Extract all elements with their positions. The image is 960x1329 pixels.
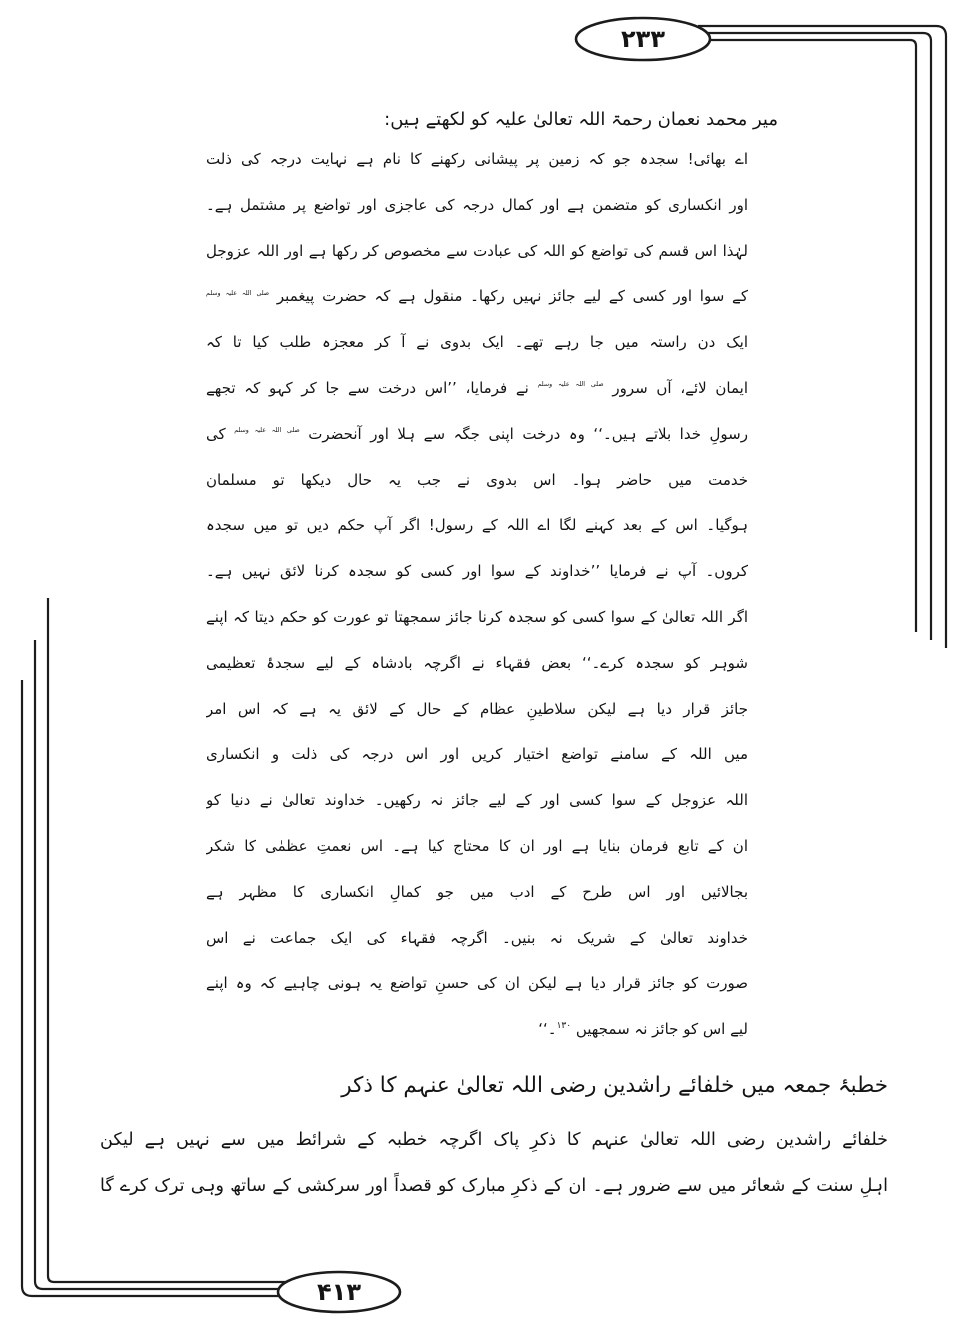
quote-line <box>206 366 748 412</box>
quote-line <box>206 274 748 320</box>
quote-line: اور انکساری کو متضمن ہے اور کمال درجہ کی عاجزی اور تواضع پر مشتمل ہے۔ <box>206 195 748 214</box>
honorific: صلی اللہ علیہ وسلم <box>234 427 300 435</box>
intro-line: میر محمد نعمان رحمۃ اللہ تعالیٰ علیہ کو لکھتے ہیں: <box>384 109 778 130</box>
quote-line-text: ایمان لائے، آں سرور <box>612 378 748 397</box>
footnote-reference: ۱۳۰ <box>556 1020 572 1031</box>
quote-line: ہوگیا۔ اس کے بعد کہنے لگا اے اللہ کے رسول! اگر آپ حکم دیں تو میں سجدہ <box>206 516 748 535</box>
quote-line: اللہ عزوجل کے سوا کسی اور کے لیے جائز نہ رکھیں۔ خداوند تعالیٰ نے دنیا کو <box>206 791 748 810</box>
quote-line <box>206 1007 748 1053</box>
page-number-top: ۲۳۳ <box>621 25 665 53</box>
quote-line: خداوند تعالیٰ کے شریک نہ بنیں۔ اگرچہ فقہاء کی ایک جماعت نے اس <box>206 928 748 947</box>
quote-line <box>206 412 748 458</box>
quote-line: ایک دن راستہ میں جا رہے تھے۔ ایک بدوی نے آ کر معجزہ طلب کیا تا کہ <box>206 333 748 352</box>
quote-line-text: ۔‘‘ <box>538 1020 557 1039</box>
quote-line: خدمت میں حاضر ہوا۔ اس بدوی نے جب یہ حال دیکھا تو مسلمان <box>206 470 748 489</box>
quote-line: جائز قرار دیا ہے لیکن سلاطینِ عظام کے حال کے لائق یہ ہے کہ اس امر <box>206 699 748 718</box>
quote-line-text: نے فرمایا، ’’اس درخت سے جا کر کہو کہ تجھے <box>206 378 529 397</box>
body-paragraph <box>100 1117 888 1209</box>
quote-line-text: کے سوا اور کسی کے لیے جائز نہیں رکھا۔ منقول ہے کہ حضرت پیغمبر <box>276 287 748 306</box>
quote-line: میں اللہ کے سامنے تواضع اختیار کریں اور اس درجہ کی ذلت و انکساری <box>206 745 748 764</box>
body-line: اہلِ سنت کے شعائر میں سے ضرور ہے۔ ان کے ذکرِ مبارک کو قصداً اور سرکشی کے ساتھ وہی ترک کرے گا <box>100 1176 888 1196</box>
body-line: خلفائے راشدین رضی اللہ تعالیٰ عنہم کا ذکرِ پاک اگرچہ خطبہ کے شرائط میں سے نہیں ہے لیکن <box>100 1130 888 1150</box>
page-number-bottom: ۴۱۳ <box>317 1278 361 1306</box>
honorific: صلی اللہ علیہ وسلم <box>537 381 604 389</box>
quote-line: شوہر کو سجدہ کرے۔‘‘ بعض فقہاء نے اگرچہ بادشاہ کے لیے سجدۂ تعظیمی <box>206 653 748 672</box>
quote-line: لہٰذا اس قسم کی تواضع کو اللہ کی عبادت سے مخصوص کر رکھا ہے اور اللہ عزوجل <box>206 241 748 260</box>
quote-line-text: رسولِ خدا بلاتے ہیں۔‘‘ وہ درخت اپنی جگہ سے ہلا اور آنحضرت <box>308 424 748 443</box>
section-heading: خطبۂ جمعہ میں خلفائے راشدین رضی اللہ تعالیٰ عنہم کا ذکر <box>341 1073 888 1098</box>
quote-block <box>206 137 748 1053</box>
quote-line: بجالائیں اور اس طرح کے ادب میں جو کمالِ انکساری کا مظہر ہے <box>206 882 748 901</box>
quote-line-text: کی <box>206 424 226 443</box>
quote-line: صورت کو جائز قرار دیا ہے لیکن ان کی حسنِ تواضع یہ ہونی چاہیے کہ وہ اپنے <box>206 974 748 993</box>
quote-line: اگر اللہ تعالیٰ کے سوا کسی کو سجدہ کرنا جائز سمجھتا تو عورت کو حکم دیتا کہ اپنے <box>206 607 748 626</box>
quote-line-text: لیے اس کو جائز نہ سمجھیں <box>575 1020 748 1039</box>
quote-line: ان کے تابع فرمان بنایا ہے اور ان کا محتاج کیا ہے۔ اس نعمتِ عظمٰی کا شکر <box>206 836 748 855</box>
quote-line: کروں۔ آپ نے فرمایا ’’خداوند کے سوا اور کسی کو سجدہ کرنا لائق نہیں ہے۔ <box>206 562 748 581</box>
quote-line: اے بھائی! سجدہ جو کہ زمین پر پیشانی رکھنے کا نام ہے نہایت درجہ کی ذلت <box>206 150 748 168</box>
honorific: صلی اللہ علیہ وسلم <box>206 289 270 297</box>
